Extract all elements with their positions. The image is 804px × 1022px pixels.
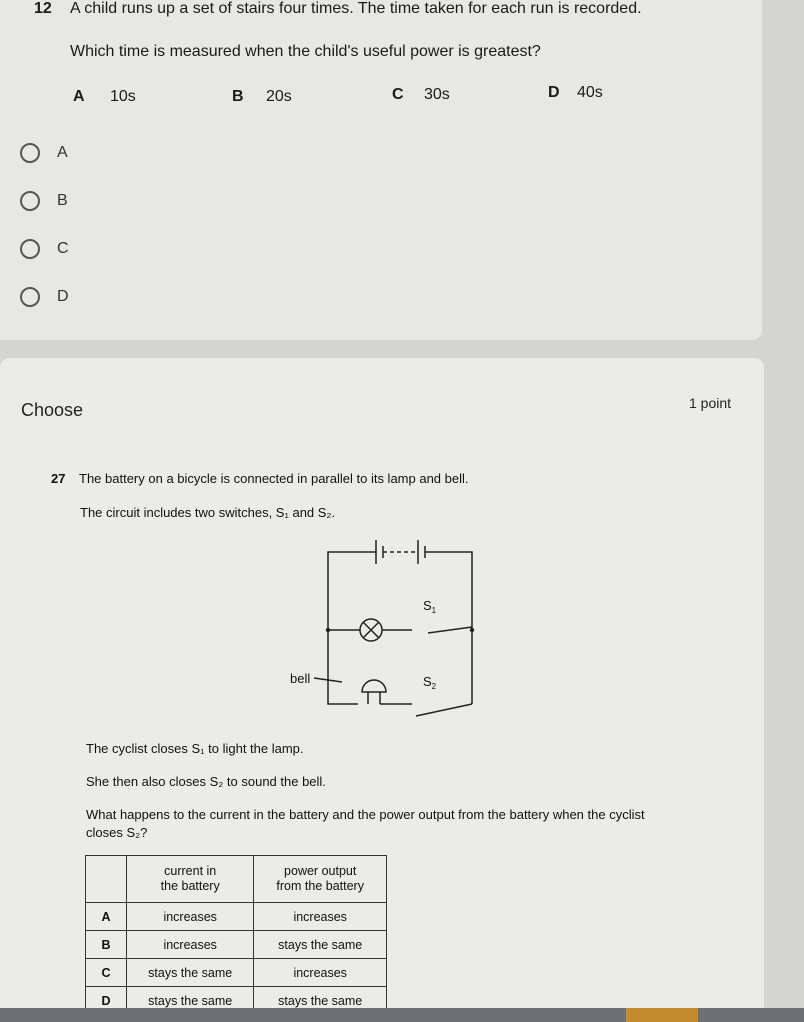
table-row: B increases stays the same bbox=[86, 931, 387, 959]
answer-table bbox=[85, 855, 387, 1015]
choice-c-label: C bbox=[57, 240, 69, 257]
switch-s1-label bbox=[423, 598, 437, 615]
question-line-3: The cyclist closes S₁ to light the lamp. bbox=[86, 741, 304, 756]
option-c-letter: C bbox=[392, 86, 404, 103]
option-b-letter: B bbox=[232, 88, 244, 105]
table-header-current: current in the battery bbox=[127, 856, 254, 903]
bell-symbol bbox=[362, 680, 386, 692]
bell-left-wire bbox=[328, 630, 358, 704]
question-line-6: closes S₂? bbox=[86, 825, 148, 840]
option-d-value: 40s bbox=[577, 84, 603, 101]
option-a-letter: A bbox=[73, 88, 85, 105]
question-number: 12 bbox=[34, 0, 52, 17]
junction-left bbox=[326, 628, 330, 632]
table-row: C stays the same increases bbox=[86, 959, 387, 987]
question-number: 27 bbox=[51, 471, 66, 486]
question-line-5: What happens to the current in the battery and the power output from the battery when the cyclist bbox=[86, 807, 645, 822]
choice-d-label: D bbox=[57, 288, 69, 305]
battery-left-wire bbox=[328, 552, 376, 630]
option-c-value: 30s bbox=[424, 86, 450, 103]
bottom-bar-accent bbox=[626, 1008, 698, 1022]
junction-right bbox=[470, 628, 474, 632]
switch-s1-blade bbox=[428, 627, 472, 633]
question-prompt: Which time is measured when the child's useful power is greatest? bbox=[70, 43, 541, 60]
switch-s2-blade bbox=[416, 704, 472, 716]
question-type-title: Choose bbox=[21, 400, 84, 420]
s2-letter: S bbox=[423, 674, 432, 689]
option-b-value: 20s bbox=[266, 88, 292, 105]
battery-right-wire bbox=[425, 552, 472, 630]
question-line-2: The circuit includes two switches, S₁ and S₂. bbox=[80, 505, 336, 520]
radio-choice-a[interactable] bbox=[20, 143, 40, 163]
table-row: A increases increases bbox=[86, 903, 387, 931]
s2-subscript: 2 bbox=[431, 682, 437, 691]
s1-subscript: 1 bbox=[431, 606, 437, 615]
choice-b-label: B bbox=[57, 192, 68, 209]
option-d-letter: D bbox=[548, 84, 560, 101]
table-header-row bbox=[86, 856, 387, 903]
table-header-power: power output from the battery bbox=[254, 856, 387, 903]
points-label: 1 point bbox=[689, 395, 732, 411]
table-header-blank bbox=[86, 856, 127, 903]
question-line-1: The battery on a bicycle is connected in parallel to its lamp and bell. bbox=[79, 471, 469, 486]
s1-letter: S bbox=[423, 598, 432, 613]
radio-choice-d[interactable] bbox=[20, 287, 40, 307]
choice-a-label: A bbox=[57, 144, 68, 161]
circuit-diagram bbox=[280, 530, 490, 730]
radio-choice-b[interactable] bbox=[20, 191, 40, 211]
question-line-4: She then also closes S₂ to sound the bell. bbox=[86, 774, 326, 789]
option-a-value: 10s bbox=[110, 88, 136, 105]
table-row: D stays the same stays the same bbox=[86, 987, 387, 1015]
question-text: A child runs up a set of stairs four times. The time taken for each run is recorded. bbox=[70, 0, 642, 17]
radio-choice-c[interactable] bbox=[20, 239, 40, 259]
bell-label: bell bbox=[290, 671, 311, 686]
switch-s2-label bbox=[423, 674, 437, 691]
